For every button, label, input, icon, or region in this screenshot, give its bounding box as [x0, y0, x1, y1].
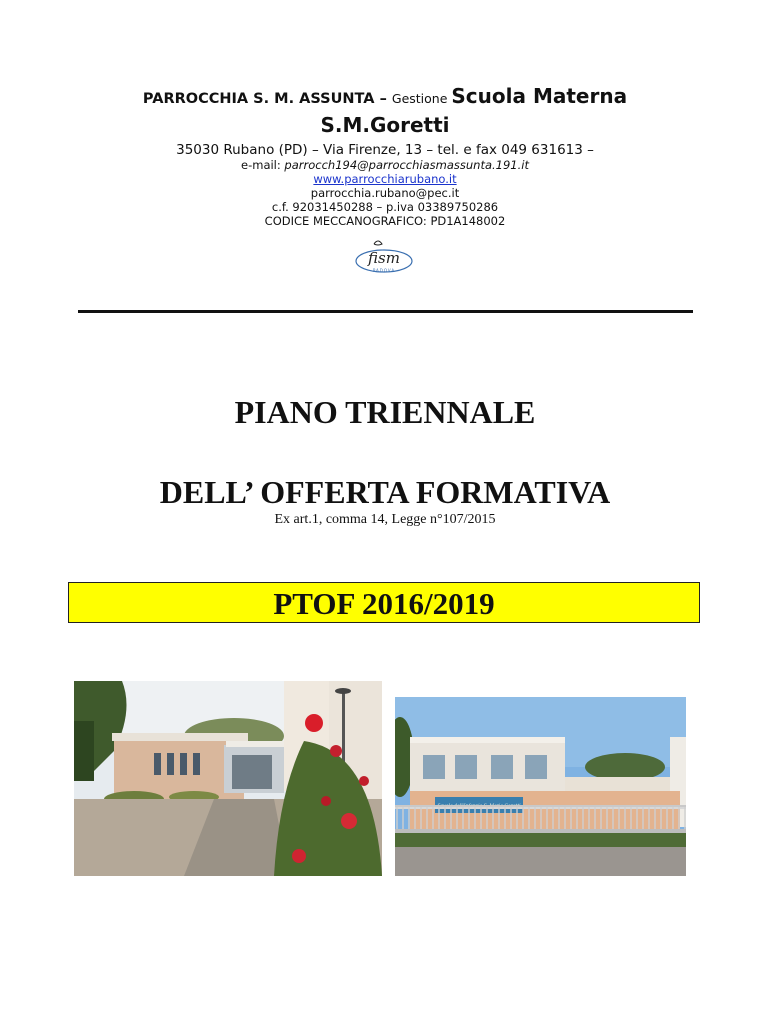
email-address: parrocch194@parrocchiasmassunta.191.it	[284, 158, 529, 172]
pec-email: parrocchia.rubano@pec.it	[310, 186, 460, 200]
gestione-label: Gestione	[391, 91, 452, 106]
logo-subtext: PADOVA	[372, 268, 396, 273]
horizontal-rule	[78, 310, 693, 313]
title-line2: DELL’ OFFERTA FORMATIVA	[159, 474, 611, 510]
logo-text: fism	[368, 249, 400, 267]
school-facade-photo	[395, 697, 686, 876]
school-name: S.M.Goretti	[320, 113, 450, 137]
ptof-banner: PTOF 2016/2019	[68, 582, 700, 623]
letterhead-line1	[0, 84, 770, 111]
address: 35030 Rubano (PD) – Via Firenze, 13 – tel. e fax 049 631613 –	[176, 142, 594, 158]
school-entrance-photo	[74, 681, 382, 876]
legal-reference: Ex art.1, comma 14, Legge n°107/2015	[274, 512, 496, 527]
fiscal-codes: c.f. 92031450288 – p.iva 03389750286	[271, 200, 499, 214]
letterhead	[0, 84, 770, 228]
fism-logo	[352, 236, 416, 278]
email-line	[0, 158, 770, 172]
title-line1: PIANO TRIENNALE	[234, 394, 536, 430]
parish-name: PARROCCHIA S. M. ASSUNTA	[142, 91, 375, 107]
dash: –	[374, 91, 392, 107]
website-line	[0, 172, 770, 186]
email-label: e-mail:	[241, 158, 285, 172]
mecc-code: CODICE MECCANOGRAFICO: PD1A148002	[264, 214, 506, 228]
website-link[interactable]: www.parrocchiarubano.it	[313, 172, 457, 186]
school-type: Scuola Materna	[451, 84, 628, 108]
